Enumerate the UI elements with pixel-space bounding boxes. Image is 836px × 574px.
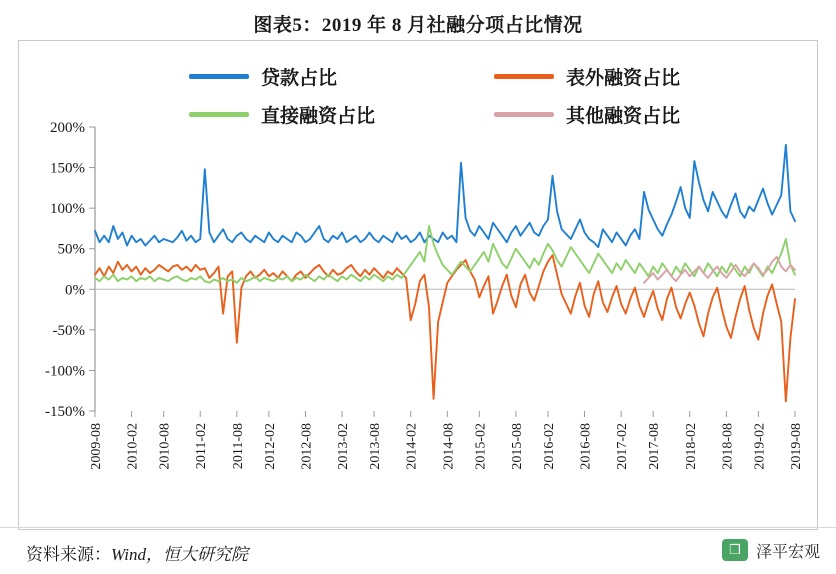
x-tick-label: 2019-02: [752, 423, 768, 470]
y-tick-label: 0%: [65, 282, 85, 299]
legend-swatch-offbalance: [494, 74, 554, 79]
legend-label-direct: 直接融资占比: [261, 105, 376, 127]
y-tick-label: 200%: [50, 120, 85, 136]
legend-item-loan: [189, 63, 337, 89]
x-tick-label: 2010-02: [125, 423, 141, 470]
x-tick-label: 2014-08: [441, 423, 457, 470]
chart-svg: [19, 119, 817, 529]
chart-frame: [18, 40, 818, 530]
x-tick-label: 2012-08: [299, 423, 315, 470]
x-tick-label: 2013-08: [368, 423, 384, 470]
legend-label-loan: 贷款占比: [261, 67, 338, 89]
x-tick-label: 2009-08: [89, 423, 104, 470]
x-tick-label: 2013-02: [336, 423, 352, 470]
y-tick-label: 50%: [57, 241, 85, 258]
x-tick-label: 2015-08: [509, 423, 525, 470]
x-tick-label: 2019-08: [789, 423, 804, 470]
x-tick-label: 2010-08: [157, 423, 173, 470]
series-line: [95, 145, 795, 247]
wechat-icon: ❒: [722, 539, 748, 561]
source-text: Wind，恒大研究院: [111, 545, 248, 564]
legend-label-other: 其他融资占比: [566, 105, 681, 127]
y-tick-label: -50%: [52, 322, 85, 339]
legend-label-offbalance: 表外融资占比: [566, 67, 681, 89]
y-tick-label: 100%: [50, 201, 85, 218]
watermark: [620, 534, 820, 566]
y-tick-label: -100%: [45, 363, 85, 380]
plot-area: [19, 119, 817, 529]
x-tick-label: 2018-02: [683, 423, 699, 470]
x-tick-label: 2016-08: [578, 423, 594, 470]
x-tick-label: 2012-02: [262, 423, 278, 470]
page-title: 图表5：2019 年 8 月社融分项占比情况: [253, 15, 583, 36]
legend-swatch-other: [494, 112, 554, 117]
x-tick-label: 2015-02: [473, 423, 489, 470]
x-tick-label: 2014-02: [404, 423, 420, 470]
legend-swatch-loan: [189, 74, 249, 79]
y-tick-label: 150%: [50, 160, 85, 177]
x-tick-label: 2017-08: [647, 423, 663, 470]
x-tick-label: 2017-02: [615, 423, 631, 470]
x-tick-label: 2011-02: [194, 423, 210, 470]
legend-swatch-direct: [189, 112, 249, 117]
series-line: [644, 257, 795, 283]
source-prefix: 资料来源：: [26, 545, 111, 564]
source-note: [26, 540, 248, 565]
legend-item-offbalance: [494, 63, 680, 89]
footer-divider: [0, 527, 836, 528]
x-tick-label: 2018-08: [720, 423, 736, 470]
x-tick-label: 2016-02: [541, 423, 557, 470]
x-tick-label: 2011-08: [230, 423, 246, 470]
watermark-label: 泽平宏观: [755, 543, 820, 561]
y-tick-label: -150%: [45, 404, 85, 420]
